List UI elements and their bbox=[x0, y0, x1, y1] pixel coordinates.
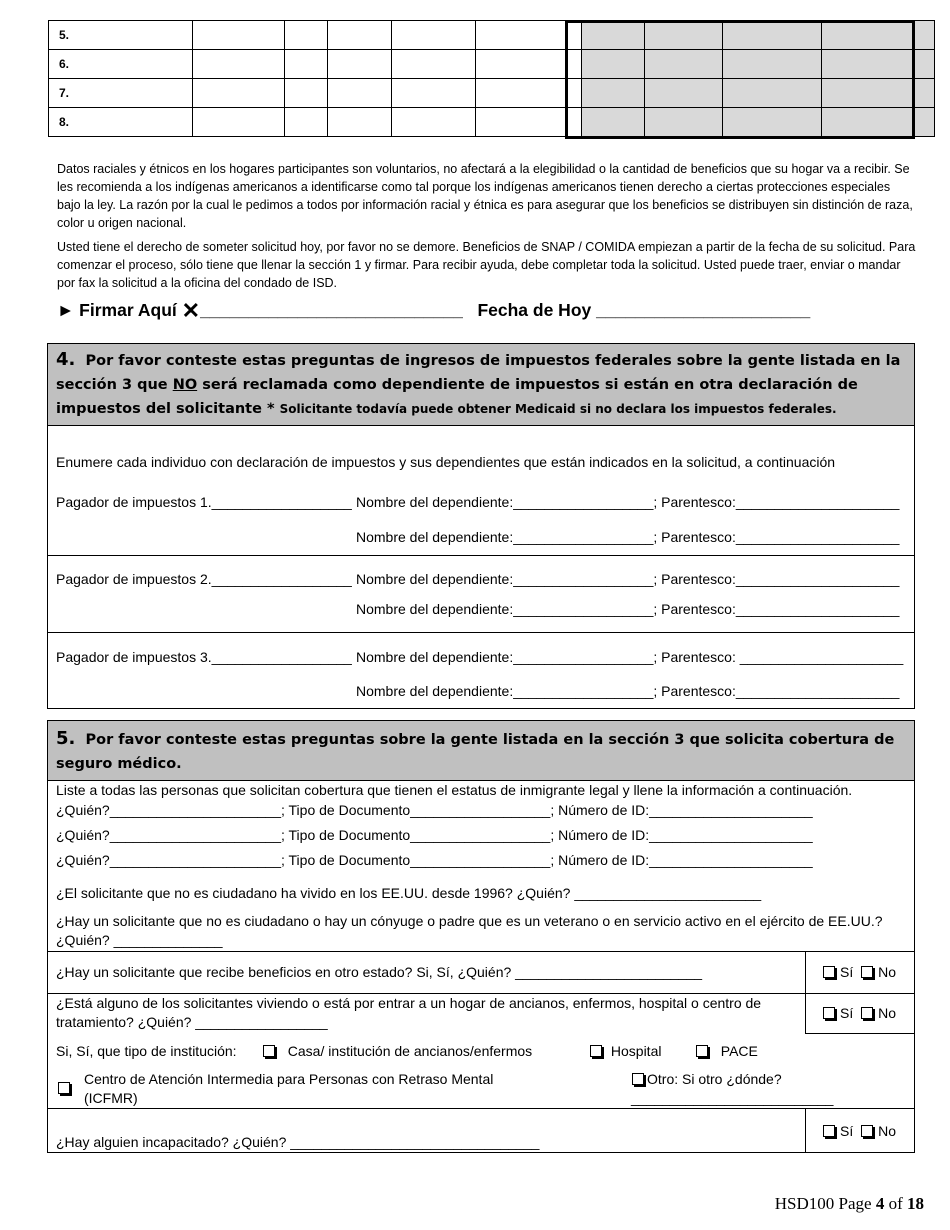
table-cell[interactable] bbox=[193, 108, 285, 137]
section-5 bbox=[47, 720, 915, 1153]
table-cell[interactable] bbox=[822, 79, 935, 108]
other-state-question[interactable]: ¿Hay un solicitante que recibe beneficios en otro estado? Si, Sí, ¿Quién? ________________________ bbox=[56, 964, 703, 980]
table-cell[interactable] bbox=[822, 21, 935, 50]
row-number: 7. bbox=[49, 79, 193, 108]
table-cell[interactable] bbox=[328, 108, 392, 137]
table-row bbox=[49, 108, 935, 137]
dependent-1b-field[interactable]: Nombre del dependiente:__________________; Parentesco:_____________________ bbox=[356, 529, 900, 545]
table-cell[interactable] bbox=[328, 50, 392, 79]
institution-hospital-option[interactable]: Hospital bbox=[590, 1043, 661, 1059]
table-cell[interactable] bbox=[723, 79, 822, 108]
icfmr-label-2: (ICFMR) bbox=[84, 1090, 138, 1106]
checkbox-icon[interactable] bbox=[263, 1045, 275, 1057]
taxpayer-1-field[interactable]: Pagador de impuestos 1.__________________ bbox=[56, 494, 352, 510]
racial-data-notice: Datos raciales y étnicos en los hogares participantes son voluntarios, no afectará a la elegibilidad o la cantidad de beneficios que su hogar va a recibir. Se les recomienda a los indígenas americanos a identificarse como tal porque los indígenas americanos tienen derecho a ciertas protecciones especiales bajo la ley. La razón por la cual le pedimos a todos por información racial y étnica es para asegurar que los beneficios se distribuyen sin distinción de raza, color u origen nacional. bbox=[57, 162, 913, 230]
dependent-3a-field[interactable]: Nombre del dependiente:__________________; Parentesco: _____________________ bbox=[356, 649, 904, 665]
veteran-who-field[interactable]: ¿Quién? ______________ bbox=[56, 932, 223, 948]
checkbox-icon[interactable] bbox=[696, 1045, 708, 1057]
immigrant-intro: Liste a todas las personas que solicitan cobertura que tienen el estatus de inmigrante legal y llene la información a continuación. bbox=[56, 782, 853, 798]
table-cell[interactable] bbox=[193, 79, 285, 108]
table-cell[interactable] bbox=[193, 21, 285, 50]
dependent-2b-field[interactable]: Nombre del dependiente:__________________; Parentesco:_____________________ bbox=[356, 601, 900, 617]
table-row bbox=[49, 21, 935, 50]
table-cell[interactable] bbox=[582, 79, 645, 108]
nursing-question: ¿Está alguno de los solicitantes viviendo o está por entrar a un hogar de ancianos, enfermos, hospital o centro de bbox=[56, 995, 762, 1011]
row-number: 6. bbox=[49, 50, 193, 79]
table-cell[interactable] bbox=[285, 79, 328, 108]
table-cell[interactable] bbox=[392, 108, 476, 137]
sign-label: ► Firmar Aquí bbox=[57, 300, 177, 320]
household-table bbox=[48, 20, 935, 137]
section-4-header: 4. Por favor conteste estas preguntas de ingresos de impuestos federales sobre la gente listada en la sección 3 que NO será reclamada como dependiente de impuestos si están en otra declaración de impuestos del solicitante * Solicitante todavía puede obtener Medicaid si no declara los impuestos federales. bbox=[48, 344, 914, 426]
disabled-yes-no[interactable]: Sí No bbox=[823, 1123, 896, 1139]
row-number: 5. bbox=[49, 21, 193, 50]
table-cell[interactable] bbox=[645, 21, 723, 50]
dependent-3b-field[interactable]: Nombre del dependiente:__________________; Parentesco:_____________________ bbox=[356, 683, 900, 699]
dependent-1a-field[interactable]: Nombre del dependiente:__________________; Parentesco:_____________________ bbox=[356, 494, 900, 510]
table-cell[interactable] bbox=[328, 79, 392, 108]
table-cell[interactable] bbox=[582, 108, 645, 137]
page-footer: HSD100 Page 4 of 18 bbox=[774, 1194, 924, 1213]
since-1996-question[interactable]: ¿El solicitante que no es ciudadano ha vivido en los EE.UU. desde 1996? ¿Quién? ________________________ bbox=[56, 885, 762, 901]
nursing-yes-no[interactable]: Sí No bbox=[823, 1005, 896, 1021]
nursing-who-field[interactable]: tratamiento? ¿Quién? _________________ bbox=[56, 1014, 328, 1030]
table-row bbox=[49, 79, 935, 108]
table-cell[interactable] bbox=[476, 108, 582, 137]
row-number: 8. bbox=[49, 108, 193, 137]
institution-nursing-option[interactable]: Casa/ institución de ancianos/enfermos bbox=[263, 1043, 532, 1059]
checkbox-icon[interactable] bbox=[823, 1125, 835, 1137]
immigrant-row-1[interactable]: ¿Quién?______________________; Tipo de Documento__________________; Número de ID:_____________________ bbox=[56, 802, 813, 818]
table-cell[interactable] bbox=[392, 50, 476, 79]
table-cell[interactable] bbox=[645, 50, 723, 79]
checkbox-icon[interactable] bbox=[823, 1007, 835, 1019]
table-cell[interactable] bbox=[476, 79, 582, 108]
table-cell[interactable] bbox=[645, 108, 723, 137]
checkbox-icon[interactable] bbox=[861, 1007, 873, 1019]
table-cell[interactable] bbox=[328, 21, 392, 50]
section-4-instruction: Enumere cada individuo con declaración de impuestos y sus dependientes que están indicados en la solicitud, a continuación bbox=[56, 454, 836, 470]
checkbox-icon[interactable] bbox=[58, 1082, 70, 1094]
table-cell[interactable] bbox=[476, 21, 582, 50]
signature-field[interactable]: ___________________________ bbox=[200, 300, 463, 320]
table-cell[interactable] bbox=[193, 50, 285, 79]
signature-row bbox=[57, 298, 810, 324]
taxpayer-3-field[interactable]: Pagador de impuestos 3.__________________ bbox=[56, 649, 352, 665]
table-cell[interactable] bbox=[582, 21, 645, 50]
table-cell[interactable] bbox=[285, 50, 328, 79]
section-4 bbox=[47, 343, 915, 709]
disabled-question[interactable]: ¿Hay alguien incapacitado? ¿Quién? ________________________________ bbox=[56, 1134, 540, 1150]
checkbox-icon[interactable] bbox=[632, 1073, 644, 1085]
rights-notice: Usted tiene el derecho de someter solicitud hoy, por favor no se demore. Beneficios de SNAP / COMIDA empiezan a partir de la fecha de su solicitud. Para comenzar el proceso, sólo tiene que llenar la sección 1 y firmar. Para recibir ayuda, debe completar toda la solicitud. Usted puede traer, enviar o mandar por fax la solicitud a la oficina del condado de ISD. bbox=[57, 240, 916, 290]
other-state-yes-no[interactable]: Sí No bbox=[823, 964, 896, 980]
table-cell[interactable] bbox=[723, 108, 822, 137]
institution-type-label: Si, Sí, que tipo de institución: bbox=[56, 1043, 237, 1059]
table-cell[interactable] bbox=[392, 21, 476, 50]
table-cell[interactable] bbox=[822, 108, 935, 137]
date-field[interactable]: ______________________ bbox=[596, 300, 811, 320]
table-cell[interactable] bbox=[476, 50, 582, 79]
table-cell[interactable] bbox=[822, 50, 935, 79]
table-cell[interactable] bbox=[645, 79, 723, 108]
section-5-header: 5. Por favor conteste estas preguntas sobre la gente listada en la sección 3 que solicita cobertura de seguro médico. bbox=[48, 721, 914, 781]
immigrant-row-2[interactable]: ¿Quién?______________________; Tipo de Documento__________________; Número de ID:_____________________ bbox=[56, 827, 813, 843]
table-cell[interactable] bbox=[723, 50, 822, 79]
dependent-2a-field[interactable]: Nombre del dependiente:__________________; Parentesco:_____________________ bbox=[356, 571, 900, 587]
institution-other-option[interactable]: Otro: Si otro ¿dónde? bbox=[632, 1071, 782, 1087]
checkbox-icon[interactable] bbox=[861, 966, 873, 978]
table-cell[interactable] bbox=[582, 50, 645, 79]
institution-pace-option[interactable]: PACE bbox=[696, 1043, 758, 1059]
date-label: Fecha de Hoy bbox=[477, 300, 592, 320]
icfmr-checkbox[interactable] bbox=[58, 1080, 75, 1096]
table-cell[interactable] bbox=[723, 21, 822, 50]
table-row bbox=[49, 50, 935, 79]
institution-other-field[interactable]: __________________________ bbox=[631, 1090, 834, 1106]
immigrant-row-3[interactable]: ¿Quién?______________________; Tipo de Documento__________________; Número de ID:_____________________ bbox=[56, 852, 813, 868]
table-cell[interactable] bbox=[285, 108, 328, 137]
icfmr-label: Centro de Atención Intermedia para Personas con Retraso Mental bbox=[84, 1071, 494, 1087]
veteran-question: ¿Hay un solicitante que no es ciudadano o hay un cónyuge o padre que es un veterano o en servicio activo en el ejército de EE.UU.? bbox=[56, 913, 883, 929]
checkbox-icon[interactable] bbox=[590, 1045, 602, 1057]
table-cell[interactable] bbox=[392, 79, 476, 108]
taxpayer-2-field[interactable]: Pagador de impuestos 2.__________________ bbox=[56, 571, 352, 587]
table-cell[interactable] bbox=[285, 21, 328, 50]
checkbox-icon[interactable] bbox=[823, 966, 835, 978]
checkbox-icon[interactable] bbox=[861, 1125, 873, 1137]
x-mark-icon: ✕ bbox=[181, 298, 201, 323]
